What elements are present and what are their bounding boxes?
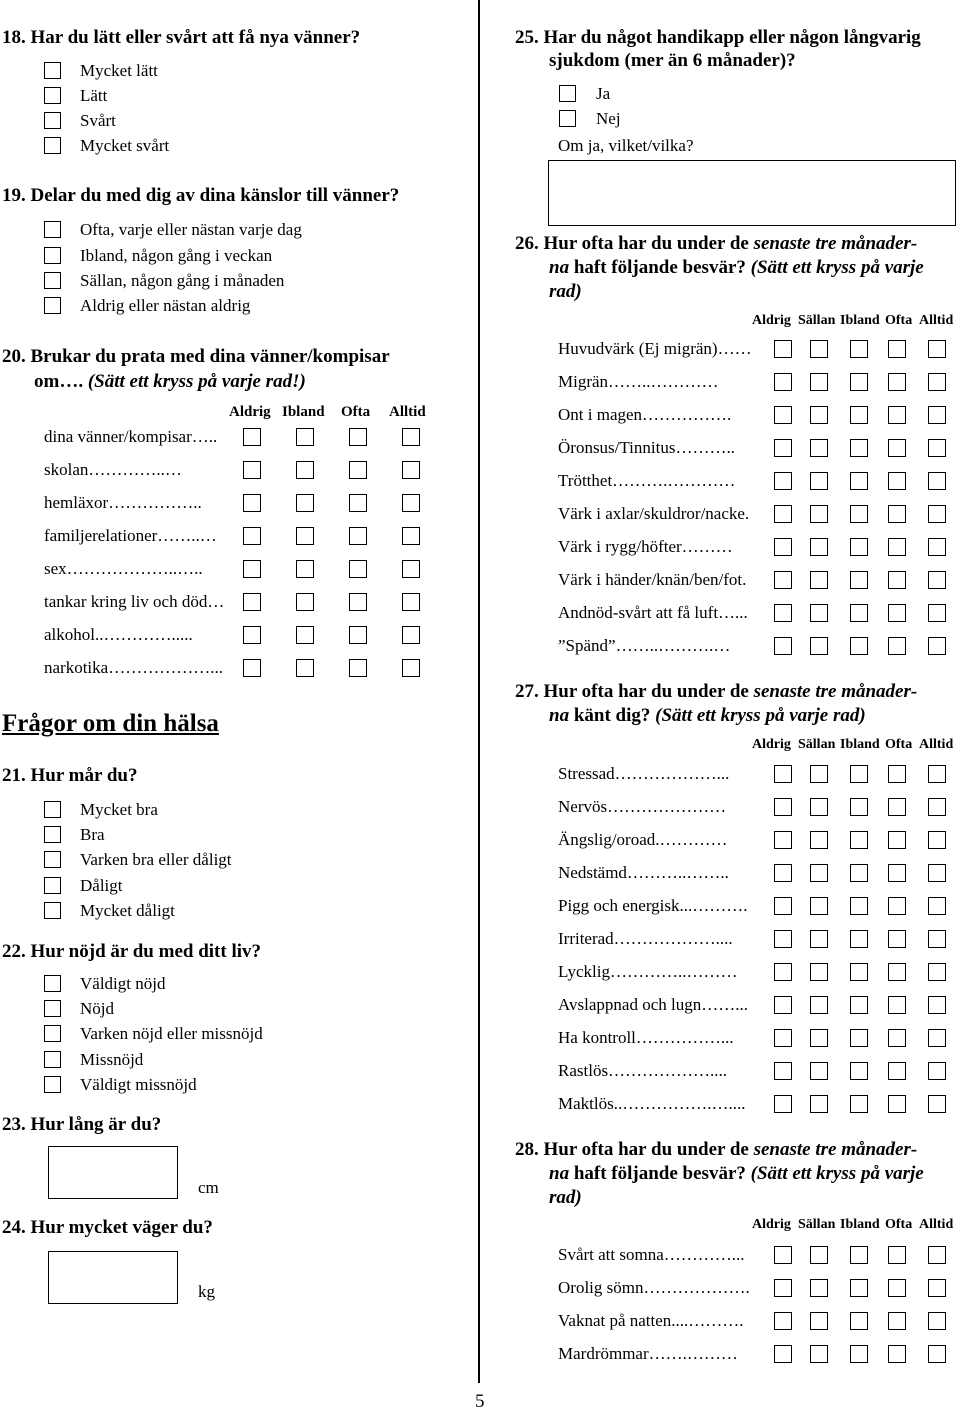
q28-title-instruction: (Sätt ett kryss på varje — [750, 1163, 924, 1184]
q26-title-period: senaste tre månader- — [753, 233, 918, 254]
grid-checkbox[interactable] — [850, 798, 868, 816]
grid-checkbox[interactable] — [243, 494, 261, 512]
grid-checkbox[interactable] — [243, 560, 261, 578]
grid-column-header: Ibland — [840, 737, 880, 752]
grid-checkbox[interactable] — [810, 373, 828, 391]
grid-checkbox[interactable] — [810, 340, 828, 358]
q22-option-label: Varken nöjd eller missnöjd — [80, 1024, 263, 1043]
grid-checkbox[interactable] — [888, 864, 906, 882]
grid-checkbox[interactable] — [810, 831, 828, 849]
q21-checkbox[interactable] — [44, 826, 61, 843]
q25-checkbox-ja[interactable] — [559, 85, 576, 102]
grid-checkbox[interactable] — [774, 571, 792, 589]
grid-checkbox[interactable] — [243, 659, 261, 677]
grid-checkbox[interactable] — [888, 1095, 906, 1113]
grid-checkbox[interactable] — [774, 604, 792, 622]
q21-option-label: Bra — [80, 825, 105, 844]
q18-checkbox[interactable] — [44, 137, 61, 154]
grid-checkbox[interactable] — [850, 963, 868, 981]
grid-row-label: ”Spänd”……..……….… — [558, 636, 731, 655]
grid-checkbox[interactable] — [888, 439, 906, 457]
q21-checkbox[interactable] — [44, 877, 61, 894]
grid-checkbox[interactable] — [928, 538, 946, 556]
grid-checkbox[interactable] — [850, 897, 868, 915]
grid-column-header: Ofta — [885, 313, 913, 328]
grid-checkbox[interactable] — [850, 864, 868, 882]
q22-checkbox[interactable] — [44, 1051, 61, 1068]
grid-row-label: Ont i magen……………. — [558, 405, 732, 424]
q20-title-instruction: (Sätt ett kryss på varje rad!) — [87, 371, 306, 392]
grid-checkbox[interactable] — [928, 439, 946, 457]
grid-checkbox[interactable] — [888, 505, 906, 523]
grid-checkbox[interactable] — [774, 930, 792, 948]
q21-checkbox[interactable] — [44, 851, 61, 868]
grid-checkbox[interactable] — [928, 1095, 946, 1113]
grid-checkbox[interactable] — [928, 897, 946, 915]
grid-checkbox[interactable] — [774, 864, 792, 882]
grid-checkbox[interactable] — [928, 1029, 946, 1047]
grid-checkbox[interactable] — [810, 1345, 828, 1363]
q27-title-part2: känt dig? — [573, 705, 651, 726]
grid-checkbox[interactable] — [774, 831, 792, 849]
grid-row-label: Rastlös……………….... — [558, 1061, 728, 1080]
grid-checkbox[interactable] — [928, 472, 946, 490]
grid-checkbox[interactable] — [928, 406, 946, 424]
grid-checkbox[interactable] — [774, 798, 792, 816]
grid-row-label: Ängslig/oroad.………… — [558, 830, 728, 849]
q25-title-line2: sjukdom (mer än 6 månader)? — [549, 50, 796, 71]
grid-checkbox[interactable] — [928, 864, 946, 882]
grid-checkbox[interactable] — [774, 1312, 792, 1330]
q25-checkbox-nej[interactable] — [559, 110, 576, 127]
grid-checkbox[interactable] — [810, 798, 828, 816]
grid-row-label: Orolig sömn………………. — [558, 1278, 750, 1297]
grid-checkbox[interactable] — [888, 1246, 906, 1264]
grid-checkbox[interactable] — [810, 897, 828, 915]
grid-checkbox[interactable] — [928, 930, 946, 948]
grid-checkbox[interactable] — [850, 571, 868, 589]
grid-checkbox[interactable] — [774, 472, 792, 490]
grid-checkbox[interactable] — [928, 604, 946, 622]
grid-checkbox[interactable] — [810, 765, 828, 783]
grid-checkbox[interactable] — [774, 340, 792, 358]
grid-checkbox[interactable] — [774, 1345, 792, 1363]
grid-checkbox[interactable] — [888, 996, 906, 1014]
grid-checkbox[interactable] — [888, 472, 906, 490]
q19-option-label: Ibland, någon gång i veckan — [80, 246, 273, 265]
q20-title-line1: 20. Brukar du prata med dina vänner/kompisar — [2, 346, 390, 367]
q26-title-period-end: na — [549, 257, 570, 278]
grid-checkbox[interactable] — [243, 593, 261, 611]
grid-checkbox[interactable] — [243, 461, 261, 479]
grid-checkbox[interactable] — [296, 494, 314, 512]
grid-checkbox[interactable] — [888, 604, 906, 622]
grid-row-label: Ha kontroll……………... — [558, 1028, 734, 1047]
grid-checkbox[interactable] — [774, 505, 792, 523]
q28-title-part2: haft följande besvär? — [573, 1163, 746, 1184]
grid-checkbox[interactable] — [296, 461, 314, 479]
grid-row-label: skolan…………..… — [44, 460, 182, 479]
q19-checkbox[interactable] — [44, 221, 61, 238]
q28-title-instruction-end: rad) — [549, 1187, 582, 1208]
q22-option-label: Väldigt missnöjd — [80, 1075, 197, 1094]
grid-checkbox[interactable] — [888, 340, 906, 358]
grid-checkbox[interactable] — [928, 637, 946, 655]
grid-column-header: Ibland — [840, 313, 880, 328]
height-input[interactable] — [48, 1146, 178, 1199]
grid-checkbox[interactable] — [349, 659, 367, 677]
grid-checkbox[interactable] — [850, 930, 868, 948]
grid-checkbox[interactable] — [928, 505, 946, 523]
grid-checkbox[interactable] — [349, 494, 367, 512]
grid-checkbox[interactable] — [850, 604, 868, 622]
grid-row-label: Huvudvärk (Ej migrän)…… — [558, 339, 752, 358]
grid-checkbox[interactable] — [850, 1345, 868, 1363]
q27-title-period-end: na — [549, 705, 570, 726]
grid-checkbox[interactable] — [774, 538, 792, 556]
q25-title-line1: 25. Har du något handikapp eller någon långvarig — [515, 27, 921, 48]
grid-row-label: tankar kring liv och död… — [44, 592, 225, 611]
grid-checkbox[interactable] — [402, 527, 420, 545]
grid-row-label: Nervös………………… — [558, 797, 727, 816]
grid-checkbox[interactable] — [850, 1312, 868, 1330]
grid-column-header: Ibland — [840, 1217, 880, 1232]
grid-checkbox[interactable] — [888, 406, 906, 424]
grid-checkbox[interactable] — [349, 428, 367, 446]
grid-checkbox[interactable] — [888, 538, 906, 556]
q28-title-line2 — [549, 1162, 924, 1186]
q18-title: 18. Har du lätt eller svårt att få nya vänner? — [2, 27, 361, 48]
grid-checkbox[interactable] — [850, 831, 868, 849]
grid-checkbox[interactable] — [928, 1246, 946, 1264]
section-title: Frågor om din hälsa — [2, 710, 219, 737]
grid-checkbox[interactable] — [774, 1095, 792, 1113]
grid-checkbox[interactable] — [850, 1279, 868, 1297]
grid-checkbox[interactable] — [296, 626, 314, 644]
grid-row-label: Lycklig…………..……… — [558, 962, 738, 981]
q20-title-line2 — [34, 370, 306, 394]
grid-checkbox[interactable] — [774, 1279, 792, 1297]
grid-checkbox[interactable] — [774, 1246, 792, 1264]
grid-checkbox[interactable] — [810, 996, 828, 1014]
grid-checkbox[interactable] — [850, 765, 868, 783]
grid-checkbox[interactable] — [774, 1029, 792, 1047]
grid-checkbox[interactable] — [349, 560, 367, 578]
q21-option-label: Varken bra eller dåligt — [80, 850, 232, 869]
q27-title-period: senaste tre månader- — [753, 681, 918, 702]
q26-title-instruction-end: rad) — [549, 281, 582, 302]
grid-row-label: Värk i händer/knän/ben/fot. — [558, 570, 747, 589]
q21-option-label: Mycket dåligt — [80, 901, 175, 920]
q21-title: 21. Hur mår du? — [2, 765, 138, 786]
grid-row-label: familjerelationer……..… — [44, 526, 217, 545]
grid-column-header: Sällan — [798, 1217, 836, 1232]
grid-checkbox[interactable] — [850, 1246, 868, 1264]
grid-checkbox[interactable] — [774, 439, 792, 457]
height-unit: cm — [198, 1178, 219, 1197]
grid-checkbox[interactable] — [402, 626, 420, 644]
grid-row-label: Maktlös..…………….….... — [558, 1094, 746, 1113]
q22-checkbox[interactable] — [44, 1000, 61, 1017]
grid-checkbox[interactable] — [774, 963, 792, 981]
q18-option-label: Mycket svårt — [80, 136, 170, 155]
grid-column-header: Sällan — [798, 737, 836, 752]
grid-checkbox[interactable] — [928, 571, 946, 589]
grid-row-label: Avslappnad och lugn……... — [558, 995, 748, 1014]
grid-checkbox[interactable] — [402, 560, 420, 578]
grid-checkbox[interactable] — [850, 1095, 868, 1113]
q25-option-ja: Ja — [596, 84, 611, 103]
grid-checkbox[interactable] — [810, 505, 828, 523]
grid-checkbox[interactable] — [296, 428, 314, 446]
q19-option-label: Sällan, någon gång i månaden — [80, 271, 285, 290]
grid-checkbox[interactable] — [774, 897, 792, 915]
grid-checkbox[interactable] — [774, 996, 792, 1014]
grid-checkbox[interactable] — [810, 930, 828, 948]
grid-checkbox[interactable] — [850, 996, 868, 1014]
grid-row-label: Irriterad……………….... — [558, 929, 733, 948]
grid-checkbox[interactable] — [928, 1062, 946, 1080]
grid-row-label: Stressad………………... — [558, 764, 730, 783]
grid-checkbox[interactable] — [850, 340, 868, 358]
grid-checkbox[interactable] — [349, 461, 367, 479]
grid-checkbox[interactable] — [810, 538, 828, 556]
grid-checkbox[interactable] — [243, 428, 261, 446]
q22-option-label: Missnöjd — [80, 1050, 144, 1069]
grid-checkbox[interactable] — [296, 527, 314, 545]
grid-checkbox[interactable] — [810, 406, 828, 424]
grid-checkbox[interactable] — [850, 538, 868, 556]
grid-checkbox[interactable] — [850, 373, 868, 391]
q28-title-part: 28. Hur ofta har du under de — [515, 1139, 749, 1160]
q28-title-period: senaste tre månader- — [753, 1139, 918, 1160]
q26-title-part: 26. Hur ofta har du under de — [515, 233, 749, 254]
grid-column-header: Ofta — [885, 737, 913, 752]
q18-option-label: Lätt — [80, 86, 108, 105]
grid-checkbox[interactable] — [402, 593, 420, 611]
grid-checkbox[interactable] — [774, 765, 792, 783]
q25-followup-input[interactable] — [548, 160, 956, 226]
grid-checkbox[interactable] — [349, 626, 367, 644]
grid-checkbox[interactable] — [888, 1029, 906, 1047]
grid-checkbox[interactable] — [928, 340, 946, 358]
grid-row-label: Svårt att somna…………... — [558, 1245, 745, 1264]
grid-checkbox[interactable] — [888, 765, 906, 783]
grid-checkbox[interactable] — [774, 637, 792, 655]
q18-checkbox[interactable] — [44, 62, 61, 79]
q22-title: 22. Hur nöjd är du med ditt liv? — [2, 941, 262, 962]
q19-checkbox[interactable] — [44, 272, 61, 289]
grid-column-header: Ofta — [885, 1217, 913, 1232]
q27-title-instruction: (Sätt ett kryss på varje rad) — [655, 705, 866, 726]
grid-checkbox[interactable] — [928, 765, 946, 783]
grid-checkbox[interactable] — [888, 798, 906, 816]
q21-checkbox[interactable] — [44, 801, 61, 818]
q26-title-line2 — [549, 256, 924, 280]
grid-row-label: Värk i axlar/skuldror/nacke. — [558, 504, 750, 523]
grid-row-label: Öronsus/Tinnitus……….. — [558, 438, 735, 457]
grid-checkbox[interactable] — [296, 659, 314, 677]
grid-checkbox[interactable] — [810, 1062, 828, 1080]
q26-title-line3 — [549, 280, 582, 304]
q20-header-alltid: Alltid — [389, 404, 426, 420]
q27-title-line1 — [515, 680, 917, 704]
grid-column-header: Alltid — [919, 1217, 954, 1232]
q19-title: 19. Delar du med dig av dina känslor till vänner? — [2, 185, 400, 206]
grid-column-header: Aldrig — [752, 1217, 791, 1232]
grid-checkbox[interactable] — [888, 1345, 906, 1363]
q20-header-ofta: Ofta — [341, 404, 371, 420]
q21-checkbox[interactable] — [44, 902, 61, 919]
q19-checkbox[interactable] — [44, 247, 61, 264]
grid-checkbox[interactable] — [928, 373, 946, 391]
grid-checkbox[interactable] — [850, 505, 868, 523]
grid-row-label: alkohol..…………..... — [44, 625, 193, 644]
grid-checkbox[interactable] — [402, 494, 420, 512]
q25-option-nej: Nej — [596, 109, 621, 128]
page-number: 5 — [475, 1391, 485, 1412]
q20-header-ibland: Ibland — [282, 404, 325, 420]
grid-column-header: Alltid — [919, 313, 954, 328]
grid-checkbox[interactable] — [888, 1062, 906, 1080]
q18-checkbox[interactable] — [44, 112, 61, 129]
grid-column-header: Aldrig — [752, 313, 791, 328]
grid-checkbox[interactable] — [928, 1345, 946, 1363]
weight-input[interactable] — [48, 1251, 178, 1304]
grid-row-label: dina vänner/kompisar….. — [44, 427, 218, 446]
grid-checkbox[interactable] — [888, 1312, 906, 1330]
grid-row-label: Andnöd-svårt att få luft…... — [558, 603, 748, 622]
grid-checkbox[interactable] — [850, 1029, 868, 1047]
grid-checkbox[interactable] — [888, 637, 906, 655]
q22-checkbox[interactable] — [44, 975, 61, 992]
grid-checkbox[interactable] — [928, 831, 946, 849]
grid-checkbox[interactable] — [810, 1279, 828, 1297]
grid-row-label: Pigg och energisk...………. — [558, 896, 748, 915]
grid-checkbox[interactable] — [296, 560, 314, 578]
grid-checkbox[interactable] — [810, 963, 828, 981]
grid-checkbox[interactable] — [888, 831, 906, 849]
grid-checkbox[interactable] — [888, 930, 906, 948]
q22-option-label: Nöjd — [80, 999, 114, 1018]
grid-checkbox[interactable] — [928, 798, 946, 816]
grid-checkbox[interactable] — [810, 1246, 828, 1264]
q19-option-label: Ofta, varje eller nästan varje dag — [80, 220, 302, 239]
grid-checkbox[interactable] — [810, 439, 828, 457]
q21-option-label: Mycket bra — [80, 800, 158, 819]
grid-checkbox[interactable] — [888, 963, 906, 981]
q27-title-line2 — [549, 704, 866, 728]
grid-row-label: Nedstämd………..…….. — [558, 863, 729, 882]
grid-row-label: Värk i rygg/höfter……… — [558, 537, 733, 556]
grid-checkbox[interactable] — [243, 626, 261, 644]
grid-checkbox[interactable] — [928, 996, 946, 1014]
q28-title-line3 — [549, 1186, 582, 1210]
grid-row-label: Migrän……..………… — [558, 372, 719, 391]
q18-checkbox[interactable] — [44, 87, 61, 104]
grid-checkbox[interactable] — [928, 1312, 946, 1330]
q26-title-instruction: (Sätt ett kryss på varje — [750, 257, 924, 278]
grid-checkbox[interactable] — [402, 461, 420, 479]
grid-checkbox[interactable] — [774, 1062, 792, 1080]
q26-title-part2: haft följande besvär? — [573, 257, 746, 278]
grid-checkbox[interactable] — [810, 604, 828, 622]
q19-option-label: Aldrig eller nästan aldrig — [80, 296, 251, 315]
grid-checkbox[interactable] — [850, 472, 868, 490]
q25-followup-label: Om ja, vilket/vilka? — [558, 136, 694, 155]
q22-checkbox[interactable] — [44, 1076, 61, 1093]
grid-column-header: Aldrig — [752, 737, 791, 752]
grid-row-label: sex………………..….. — [44, 559, 203, 578]
grid-checkbox[interactable] — [888, 571, 906, 589]
grid-checkbox[interactable] — [810, 472, 828, 490]
grid-checkbox[interactable] — [774, 373, 792, 391]
q22-option-label: Väldigt nöjd — [80, 974, 166, 993]
grid-row-label: Mardrömmar…….……… — [558, 1344, 738, 1363]
grid-checkbox[interactable] — [928, 1279, 946, 1297]
grid-checkbox[interactable] — [810, 1312, 828, 1330]
grid-checkbox[interactable] — [850, 1062, 868, 1080]
q23-title: 23. Hur lång är du? — [2, 1114, 162, 1135]
grid-checkbox[interactable] — [850, 439, 868, 457]
grid-checkbox[interactable] — [810, 1029, 828, 1047]
grid-checkbox[interactable] — [243, 527, 261, 545]
grid-column-header: Sällan — [798, 313, 836, 328]
grid-row-label: narkotika………………... — [44, 658, 223, 677]
grid-checkbox[interactable] — [928, 963, 946, 981]
grid-checkbox[interactable] — [888, 1279, 906, 1297]
grid-column-header: Alltid — [919, 737, 954, 752]
grid-checkbox[interactable] — [349, 527, 367, 545]
grid-checkbox[interactable] — [774, 406, 792, 424]
column-divider — [478, 0, 480, 1383]
grid-checkbox[interactable] — [810, 1095, 828, 1113]
q28-title-period-end: na — [549, 1163, 570, 1184]
q19-checkbox[interactable] — [44, 297, 61, 314]
grid-checkbox[interactable] — [402, 428, 420, 446]
q24-title: 24. Hur mycket väger du? — [2, 1217, 213, 1238]
grid-row-label: Vaknat på natten....………. — [558, 1311, 744, 1330]
q20-title-om: om…. — [34, 371, 84, 392]
q20-header-aldrig: Aldrig — [229, 404, 271, 420]
grid-checkbox[interactable] — [850, 637, 868, 655]
grid-row-label: Trötthet……….………… — [558, 471, 736, 490]
grid-checkbox[interactable] — [296, 593, 314, 611]
grid-checkbox[interactable] — [850, 406, 868, 424]
q18-option-label: Mycket lätt — [80, 61, 158, 80]
grid-checkbox[interactable] — [810, 571, 828, 589]
q18-option-label: Svårt — [80, 111, 116, 130]
q22-checkbox[interactable] — [44, 1025, 61, 1042]
grid-checkbox[interactable] — [349, 593, 367, 611]
q28-title-line1 — [515, 1138, 917, 1162]
q26-title-line1 — [515, 232, 917, 256]
grid-checkbox[interactable] — [402, 659, 420, 677]
grid-row-label: hemläxor…………….. — [44, 493, 202, 512]
grid-checkbox[interactable] — [810, 637, 828, 655]
grid-checkbox[interactable] — [810, 864, 828, 882]
weight-unit: kg — [198, 1282, 215, 1301]
grid-checkbox[interactable] — [888, 373, 906, 391]
q21-option-label: Dåligt — [80, 876, 123, 895]
grid-checkbox[interactable] — [888, 897, 906, 915]
q27-title-part: 27. Hur ofta har du under de — [515, 681, 749, 702]
